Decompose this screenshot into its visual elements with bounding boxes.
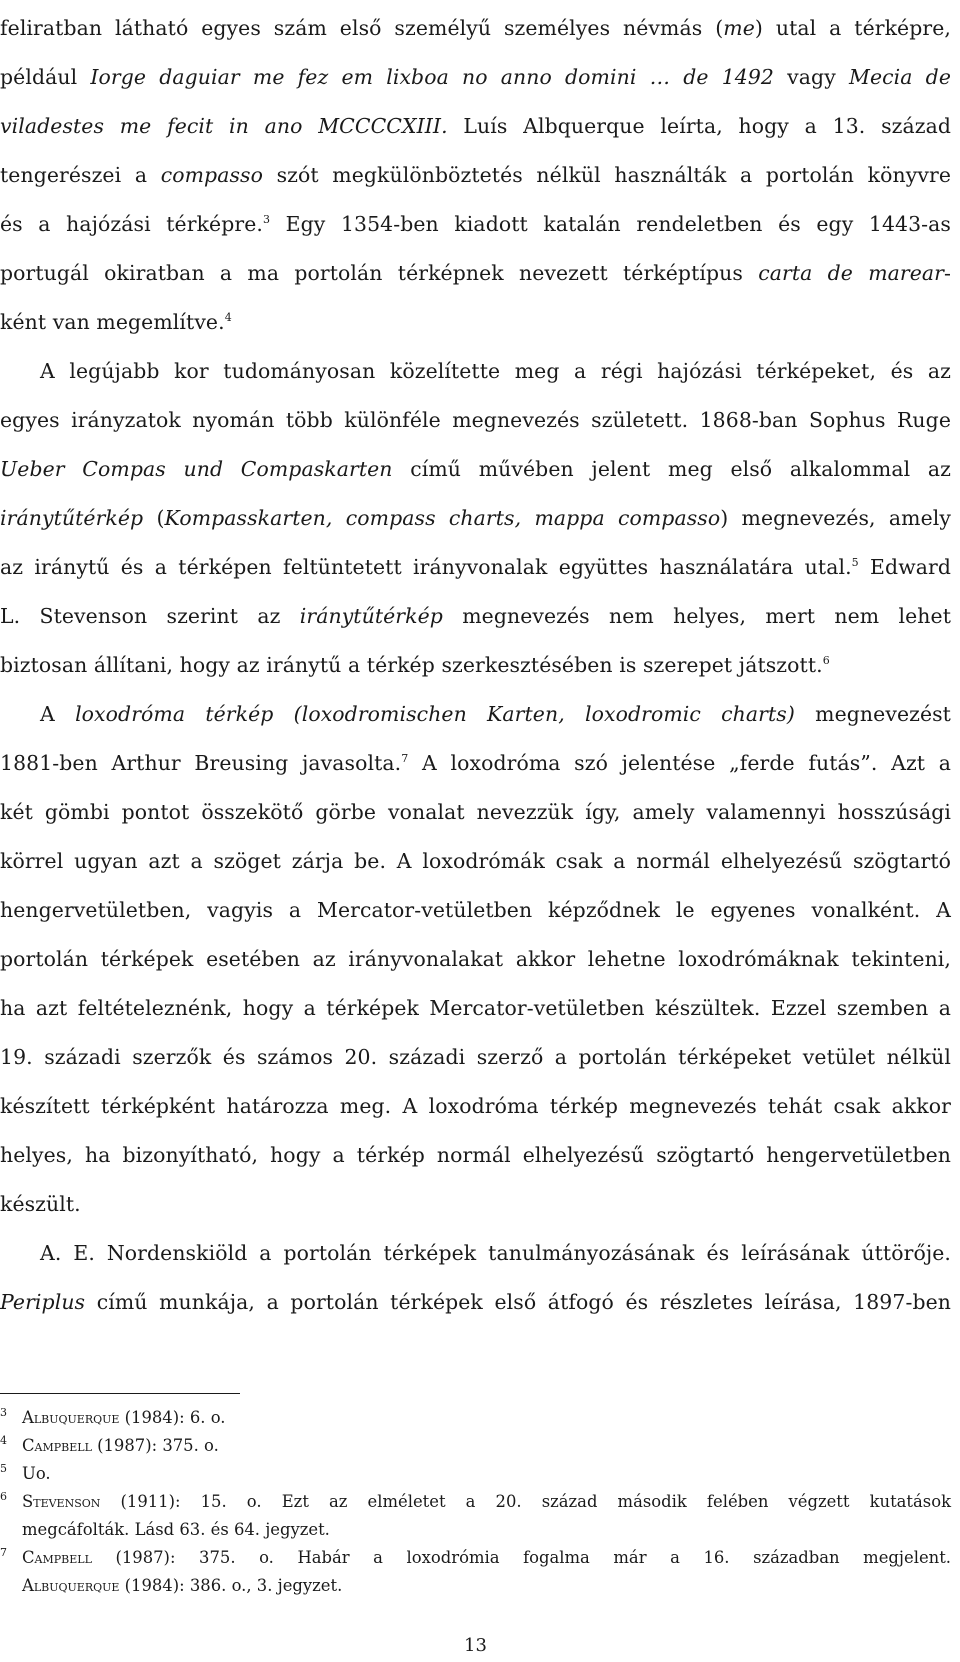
- footnote-text: [22, 1488, 951, 1516]
- text-run: ha azt feltételeznénk, hogy a térképek Mercator-vetületben készültek. Ezzel szemben a: [0, 996, 951, 1020]
- footnote: [0, 1432, 951, 1460]
- text-run: portolán térképek esetében az irányvonalakat akkor lehetne loxodrómáknak tekinteni,: [0, 947, 951, 971]
- body-line: [0, 737, 951, 789]
- text-run: tengerészei a: [0, 163, 161, 187]
- footnote-text: [22, 1572, 951, 1600]
- footnote-ref: 5: [851, 556, 859, 569]
- italic-text: carta de marear: [758, 261, 945, 285]
- body-line: [0, 2, 951, 54]
- footnote-continuation: [0, 1572, 951, 1600]
- italic-text: Kompasskarten, compass charts, mappa compasso: [164, 506, 721, 530]
- author-name: Albuquerque: [22, 1576, 120, 1595]
- footnote-text: [22, 1432, 951, 1460]
- text-run: feliratban látható egyes szám első személyű személyes névmás (: [0, 16, 724, 40]
- footnote-text: [22, 1404, 951, 1432]
- text-run: például: [0, 65, 91, 89]
- body-line: [0, 541, 951, 593]
- body-line: [0, 296, 951, 348]
- body-line: [0, 639, 951, 691]
- body-line: [0, 492, 951, 544]
- text-run: A. E. Nordenskiöld a portolán térképek tanulmányozásának és leírásának úttörője.: [40, 1241, 951, 1265]
- author-name: Stevenson: [22, 1492, 101, 1511]
- italic-text: Mecia de: [848, 65, 952, 89]
- text-run: A: [40, 702, 76, 726]
- text-run: portugál okiratban a ma portolán térképnek nevezett térképtípus: [0, 261, 759, 285]
- footnote-number: 4: [0, 1434, 7, 1447]
- text-run: -: [944, 261, 952, 285]
- text-run: (1984): 386. o., 3. jegyzet.: [119, 1576, 343, 1595]
- footnote-ref: 4: [224, 311, 232, 324]
- text-run: című művében jelent meg első alkalommal az: [392, 457, 951, 481]
- text-run: című munkája, a portolán térképek első átfogó és részletes leírása, 1897-ben: [85, 1290, 951, 1314]
- text-run: Egy 1354-ben kiadott katalán rendeletben és egy 1443-as: [270, 212, 951, 236]
- footnote-text: [22, 1460, 951, 1488]
- body-line: [0, 198, 951, 250]
- italic-text: loxodróma térkép (loxodromischen Karten, loxodromic charts): [75, 702, 795, 726]
- body-line: [0, 835, 951, 887]
- text-run: két gömbi pontot összekötő görbe vonalat nevezzük így, amely valamennyi hosszúsági: [0, 800, 951, 824]
- text-run: egyes irányzatok nyomán több különféle megnevezés született. 1868-ban Sophus Ruge: [0, 408, 951, 432]
- text-run: körrel ugyan azt a szöget zárja be. A loxodrómák csak a normál elhelyezésű szögtartó: [0, 849, 951, 873]
- text-run: (: [143, 506, 165, 530]
- footnote: [0, 1404, 951, 1432]
- italic-text: compasso: [160, 163, 263, 187]
- page-number: 13: [464, 1635, 487, 1656]
- author-name: Campbell: [22, 1436, 92, 1455]
- body-line: [0, 443, 951, 495]
- text-run: 19. századi szerzők és számos 20. századi szerző a portolán térképeket vetület nélkül: [0, 1045, 951, 1069]
- footnote: [0, 1544, 951, 1572]
- body-line: [0, 1178, 951, 1230]
- body-line: [40, 345, 951, 397]
- text-run: készült.: [0, 1192, 81, 1216]
- body-line: [0, 51, 951, 103]
- footnote: [0, 1488, 951, 1516]
- body-line: [0, 590, 951, 642]
- italic-text: iránytűtérkép: [0, 506, 144, 530]
- text-run: az iránytű és a térképen feltüntetett irányvonalak együttes használatára utal.: [0, 555, 852, 579]
- text-run: A legújabb kor tudományosan közelítette meg a régi hajózási térképeket, és az: [40, 359, 951, 383]
- text-run: Uo.: [22, 1464, 51, 1483]
- text-run: vagy: [774, 65, 849, 89]
- footnote-text: [22, 1516, 951, 1544]
- text-run: 1881-ben Arthur Breusing javasolta.: [0, 751, 402, 775]
- footnote-text: [22, 1544, 951, 1572]
- body-line: [0, 1129, 951, 1181]
- footnote-continuation: [0, 1516, 951, 1544]
- text-run: hengervetületben, vagyis a Mercator-vetületben képződnek le egyenes vonalként. A: [0, 898, 951, 922]
- body-line: [0, 100, 951, 152]
- italic-text: Ueber Compas und Compaskarten: [0, 457, 393, 481]
- body-line: [0, 786, 951, 838]
- text-run: (1911): 15. o. Ezt az elméletet a 20. század második felében végzett kutatások: [100, 1492, 951, 1511]
- text-run: biztosan állítani, hogy az iránytű a térkép szerkesztésében is szerepet játszott.: [0, 653, 823, 677]
- text-run: ) utal a térképre,: [754, 16, 951, 40]
- footnote: [0, 1460, 951, 1488]
- footnote-number: 5: [0, 1462, 7, 1475]
- body-line: [0, 149, 951, 201]
- text-run: ) megnevezés, amely: [720, 506, 951, 530]
- text-run: Edward: [858, 555, 952, 579]
- author-name: Campbell: [22, 1548, 92, 1567]
- body-line: [0, 1080, 951, 1132]
- italic-text: iránytűtérkép: [299, 604, 443, 628]
- footnote-ref: 7: [401, 752, 409, 765]
- italic-text: me: [723, 16, 755, 40]
- text-run: szót megkülönböztetés nélkül használták a portolán könyvre: [262, 163, 951, 187]
- body-line: [0, 394, 951, 446]
- text-run: (1987): 375. o. Habár a loxodrómia fogalma már a 16. században megjelent.: [91, 1548, 951, 1567]
- text-run: megcáfolták. Lásd 63. és 64. jegyzet.: [22, 1520, 330, 1539]
- body-line: [0, 1031, 951, 1083]
- italic-text: viladestes me fecit in ano MCCCCXIII.: [0, 114, 448, 138]
- italic-text: Periplus: [0, 1290, 86, 1314]
- text-run: megnevezés nem helyes, mert nem lehet: [442, 604, 951, 628]
- text-run: (1984): 6. o.: [119, 1408, 226, 1427]
- footnote-ref: 6: [822, 654, 830, 667]
- text-run: helyes, ha bizonyítható, hogy a térkép normál elhelyezésű szögtartó hengervetületben: [0, 1143, 951, 1167]
- text-run: és a hajózási térképre.: [0, 212, 263, 236]
- body-line: [0, 1276, 951, 1328]
- body-line: [0, 247, 951, 299]
- text-run: ként van megemlítve.: [0, 310, 225, 334]
- footnote-number: 3: [0, 1406, 7, 1419]
- text-run: (1987): 375. o.: [91, 1436, 219, 1455]
- italic-text: Iorge daguiar me fez em lixboa no anno domini … de 1492: [90, 65, 775, 89]
- footnote-number: 7: [0, 1546, 7, 1559]
- text-run: Luís Albquerque leírta, hogy a 13. század: [447, 114, 951, 138]
- footnote-ref: 3: [262, 213, 271, 226]
- footnote-number: 6: [0, 1490, 7, 1503]
- text-run: L. Stevenson szerint az: [0, 604, 300, 628]
- body-line: [40, 1227, 951, 1279]
- text-run: készített térképként határozza meg. A loxodróma térkép megnevezés tehát csak akkor: [0, 1094, 951, 1118]
- footnote-separator: [0, 1393, 240, 1394]
- author-name: Albuquerque: [22, 1408, 120, 1427]
- body-line: [0, 933, 951, 985]
- text-run: megnevezést: [794, 702, 951, 726]
- text-run: A loxodróma szó jelentése „ferde futás”. Azt a: [408, 751, 951, 775]
- body-line: [0, 884, 951, 936]
- body-line: [40, 688, 951, 740]
- body-line: [0, 982, 951, 1034]
